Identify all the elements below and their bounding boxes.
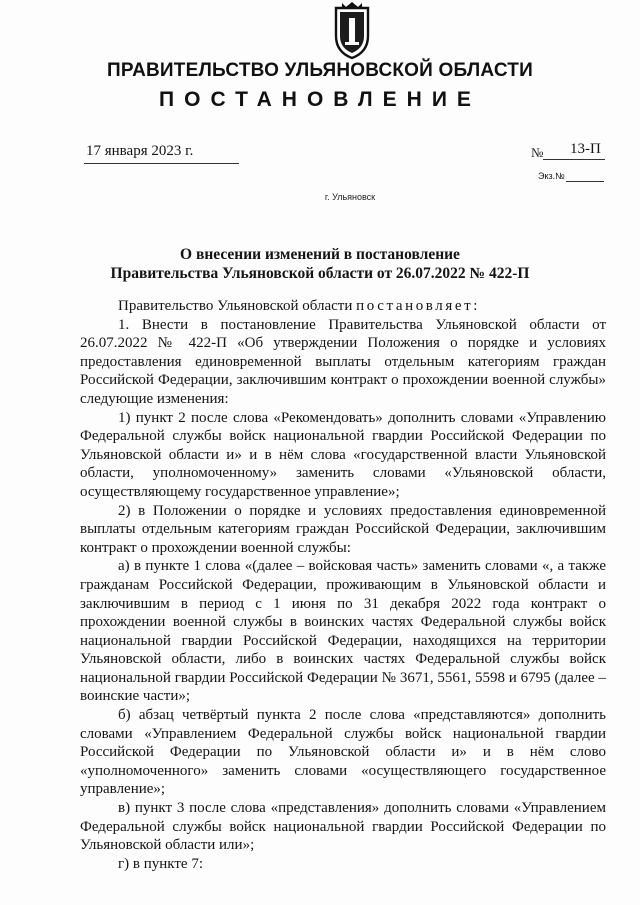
- document-body: [80, 297, 606, 873]
- body-paragraph: б) абзац четвёртый пункта 2 после слова «представляются» дополнить словами «Управлением Федеральной службы войск национальной гвардии Российской Федерации по Ульяновской области и» и в нём слово «уполномоченного» заменить словами «осуществляющего государственное управление»;: [80, 707, 606, 798]
- body-paragraph: в) пункт 3 после слова «представления» дополнить словами «Управлением Федеральной службы войск национальной гвардии Российской Федерации по Ульяновской области или»;: [80, 800, 606, 854]
- document-city: г. Ульяновск: [324, 192, 376, 202]
- body-paragraph: 1. Внести в постановление Правительства Ульяновской области от 26.07.2022 № 422-П «Об утверждении Положения о порядке и условиях предоставления единовременной выплаты отдельным категориям граждан Российской Федерации, заключившим контракт о прохождении военной службы» следующие изменения:: [80, 316, 606, 407]
- subject-line-2: Правительства Ульяновской области от 26.07.2022 № 422-П: [110, 265, 530, 282]
- copy-number-underline: [566, 181, 604, 182]
- document-subject: [0, 245, 640, 283]
- date-underline: [84, 163, 239, 164]
- organization-title: ПРАВИТЕЛЬСТВО УЛЬЯНОВСКОЙ ОБЛАСТИ: [107, 60, 533, 81]
- document-number: 13-П: [570, 141, 601, 157]
- body-paragraph: а) в пункте 1 слова «(далее – войсковая часть» заменить словами «, а также гражданам Российской Федерации, проживающим в Ульяновской области и заключившим в период с 1 июня по 31 декабря 2022 года контракт о прохождении военной службы в воинских частях Федеральной службы войск национальной гвардии Российской Федерации, находящихся на территории Ульяновской области, либо в воинских частях Федеральной службы войск национальной гвардии Российской Федерации № 3671, 5561, 5598 и 6795 (далее – воинские части»;: [80, 558, 606, 705]
- number-underline: [543, 159, 605, 160]
- document-type-title: ПОСТАНОВЛЕНИЕ: [159, 88, 481, 111]
- body-paragraph: г) в пункте 7:: [118, 855, 204, 872]
- intro-resolves: постановляет:: [356, 298, 481, 314]
- intro-paragraph: [80, 297, 606, 316]
- number-label: №: [531, 145, 544, 160]
- document-date: 17 января 2023 г.: [86, 143, 194, 159]
- copy-number-label: Экз.№: [538, 171, 565, 181]
- body-paragraph: 2) в Положении о порядке и условиях предоставления единовременной выплаты отдельным категориям граждан Российской Федерации, заключившим контракт о прохождении военной службы:: [80, 502, 606, 556]
- intro-text: Правительство Ульяновской области: [118, 298, 357, 314]
- subject-line-1: О внесении изменений в постановление: [180, 246, 460, 263]
- coat-of-arms-icon: [330, 2, 374, 60]
- body-paragraph: 1) пункт 2 после слова «Рекомендовать» дополнить словами «Управлению Федеральной службы войск национальной гвардии Российской Федерации по Ульяновской области и» и в нём слова «государственной власти Ульяновской области, уполномоченному» заменить словами «Ульяновской области, осуществляющему государственное управление»;: [80, 409, 606, 500]
